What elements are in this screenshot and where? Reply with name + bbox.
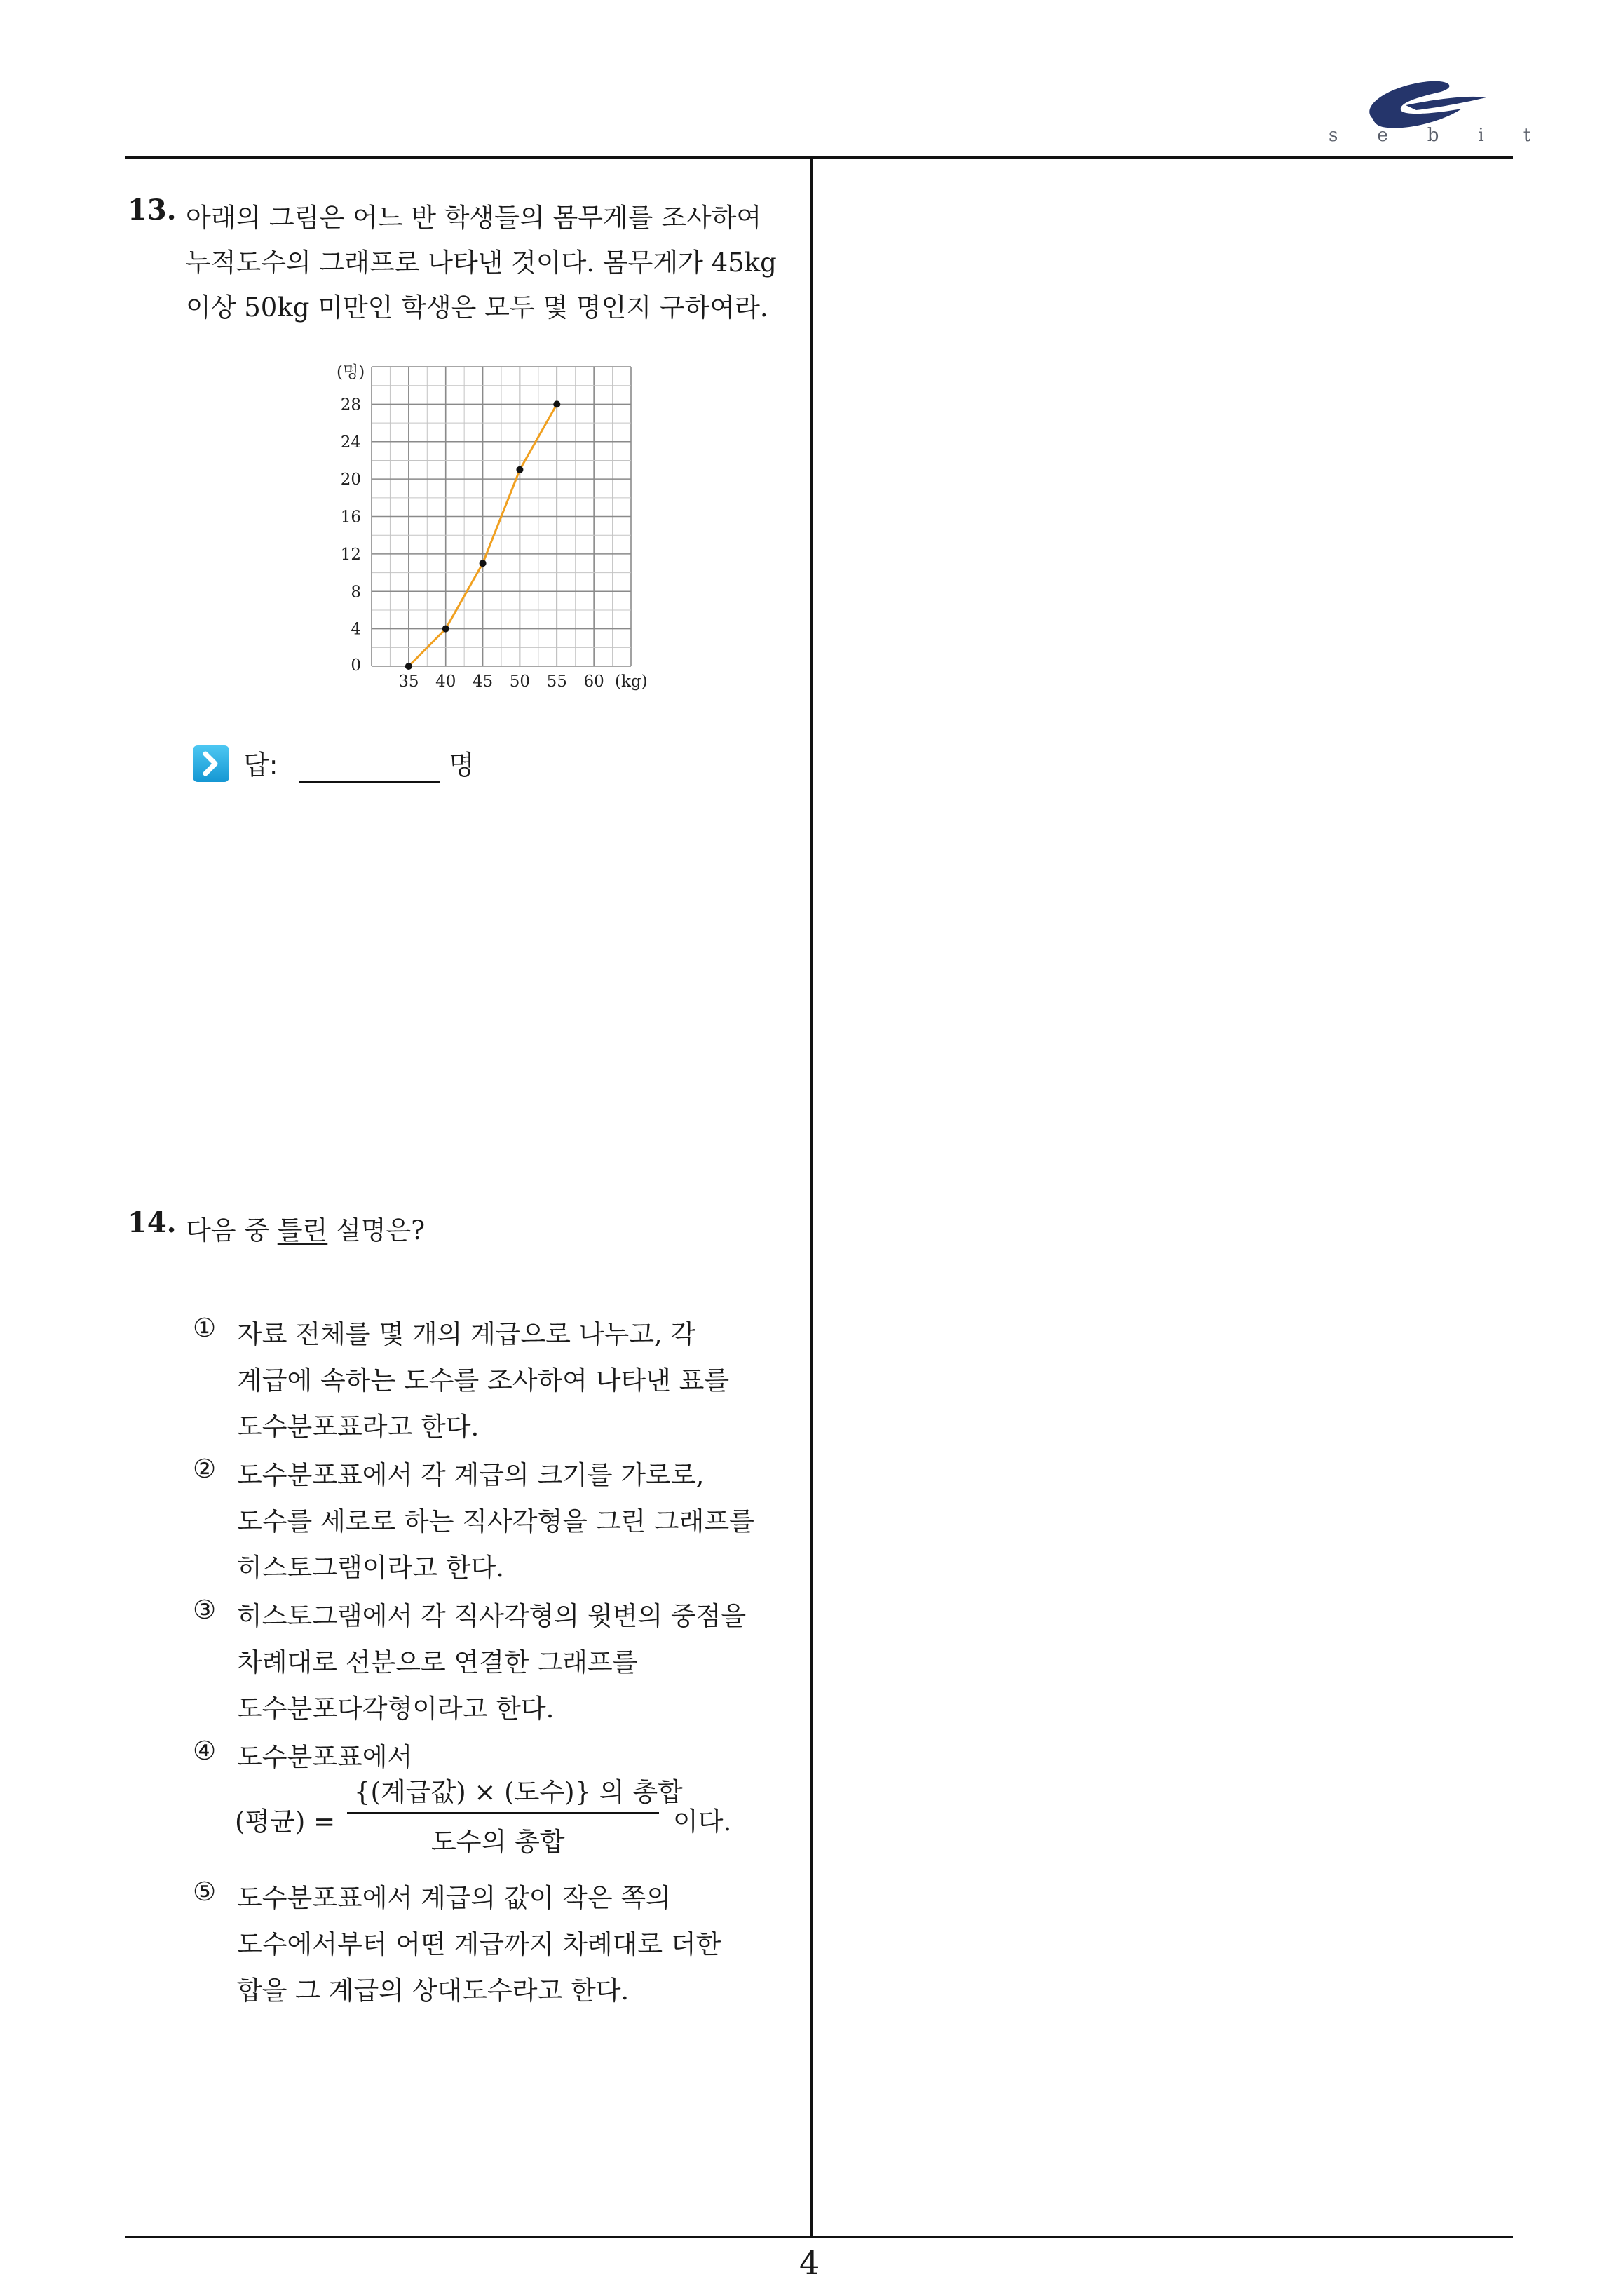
x-tick-label: 45 <box>472 673 494 691</box>
question-14-prompt <box>186 1209 425 1247</box>
y-tick-label: 24 <box>340 433 361 452</box>
question-13-number: 13. <box>128 194 177 227</box>
option-4-denominator: 도수의 총합 <box>431 1827 565 1857</box>
option-1-marker[interactable]: ① <box>193 1313 217 1343</box>
y-tick-label: 8 <box>351 583 361 602</box>
y-tick-label: 12 <box>340 545 361 564</box>
x-tick-label: 55 <box>546 673 567 691</box>
option-4-fraction-bar <box>347 1812 659 1814</box>
question-14-prompt-before: 다음 중 <box>186 1215 278 1245</box>
answer-unit: 명 <box>449 750 475 781</box>
x-tick-label: 35 <box>398 673 419 691</box>
page-number: 4 <box>799 2244 820 2282</box>
data-point <box>553 400 560 407</box>
option-4-marker[interactable]: ④ <box>193 1736 217 1766</box>
option-3-line-2: 차례대로 선분으로 연결한 그래프를 <box>237 1647 638 1677</box>
option-2-line-1: 도수분포표에서 각 계급의 크기를 가로로, <box>237 1460 705 1490</box>
x-tick-label: 40 <box>435 673 456 691</box>
answer-blank-field[interactable] <box>299 743 440 783</box>
option-5-line-2: 도수에서부터 어떤 계급까지 차례대로 더한 <box>237 1929 721 1959</box>
data-point <box>480 560 487 567</box>
option-1-line-3: 도수분포표라고 한다. <box>237 1412 480 1442</box>
y-tick-label: 0 <box>351 656 361 675</box>
option-5-line-1: 도수분포표에서 계급의 값이 작은 쪽의 <box>237 1883 671 1913</box>
option-4-intro: 도수분포표에서 <box>237 1742 413 1772</box>
option-5-line-3: 합을 그 계급의 상대도수라고 한다. <box>237 1976 630 2006</box>
y-tick-label: 4 <box>351 620 361 639</box>
question-14-prompt-after: 설명은? <box>327 1215 426 1245</box>
logo-wordmark: sebit <box>1329 125 1570 146</box>
chart-y-ticks <box>341 396 361 675</box>
data-point <box>442 626 449 633</box>
x-tick-label: 50 <box>509 673 531 691</box>
y-tick-label: 20 <box>340 471 361 489</box>
data-point <box>516 466 523 473</box>
y-tick-label: 28 <box>340 396 361 414</box>
data-point <box>405 663 412 670</box>
chevron-right-icon <box>193 745 229 782</box>
question-13-line-1: 아래의 그림은 어느 반 학생들의 몸무게를 조사하여 <box>186 203 762 233</box>
column-divider <box>810 156 813 2237</box>
chart-y-label: (명) <box>337 363 365 381</box>
option-2-marker[interactable]: ② <box>193 1454 217 1484</box>
option-4-lhs: (평균) = <box>235 1807 336 1837</box>
option-4-numerator: {(계급값) × (도수)} 의 총합 <box>354 1777 683 1807</box>
question-14-number: 14. <box>128 1206 177 1239</box>
footer-rule <box>125 2236 1513 2238</box>
question-13-line-3: 이상 50kg 미만인 학생은 모두 몇 명인지 구하여라. <box>186 292 768 323</box>
answer-label: 답: <box>243 750 278 781</box>
option-4-suffix: 이다. <box>673 1807 732 1837</box>
chart-x-label: (kg) <box>615 673 648 691</box>
option-1-line-1: 자료 전체를 몇 개의 계급으로 나누고, 각 <box>237 1319 696 1349</box>
option-5-marker[interactable]: ⑤ <box>193 1877 217 1907</box>
option-3-marker[interactable]: ③ <box>193 1595 217 1625</box>
question-14-prompt-underlined: 틀린 <box>277 1215 328 1245</box>
x-tick-label: 60 <box>583 673 604 691</box>
option-3-line-1: 히스토그램에서 각 직사각형의 윗변의 중점을 <box>237 1601 747 1631</box>
chart-x-ticks <box>398 673 604 691</box>
header-rule <box>125 156 1513 159</box>
question-13-line-2: 누적도수의 그래프로 나타낸 것이다. 몸무게가 45kg <box>186 248 777 278</box>
option-1-line-2: 계급에 속하는 도수를 조사하여 나타낸 표를 <box>237 1365 730 1396</box>
cumulative-frequency-chart <box>322 354 673 701</box>
option-2-line-2: 도수를 세로로 하는 직사각형을 그린 그래프를 <box>237 1506 754 1537</box>
option-2-line-3: 히스토그램이라고 한다. <box>237 1553 504 1583</box>
y-tick-label: 16 <box>340 508 361 527</box>
option-3-line-3: 도수분포다각형이라고 한다. <box>237 1694 555 1724</box>
